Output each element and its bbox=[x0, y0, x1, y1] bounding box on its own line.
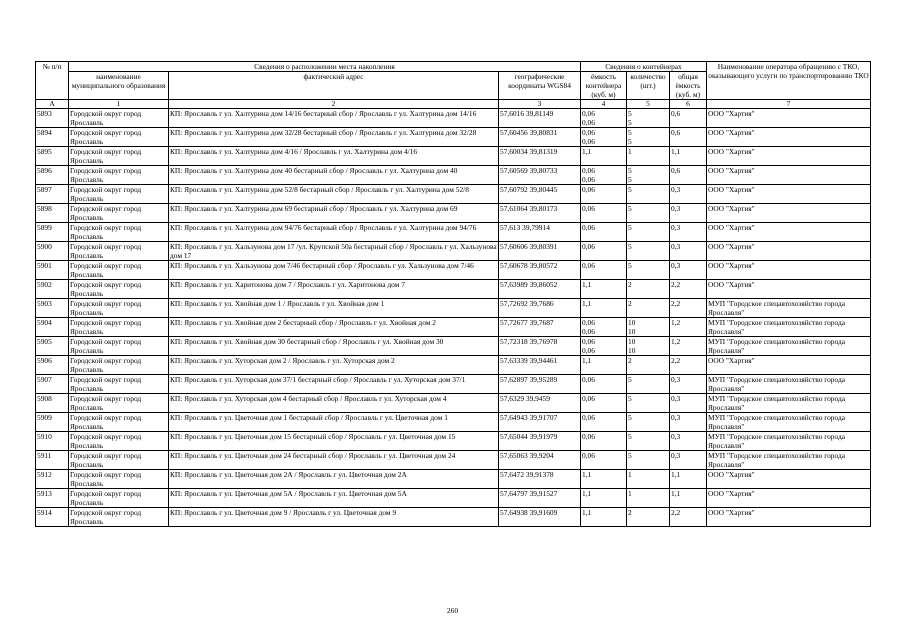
operator-cell: ООО "Хартия" bbox=[707, 166, 871, 185]
capacity-value: 1,1 bbox=[582, 280, 592, 289]
capacity-cell bbox=[581, 166, 627, 185]
capacity-cell bbox=[581, 394, 627, 413]
row-number: 5914 bbox=[36, 508, 69, 527]
row-number: 5904 bbox=[36, 318, 69, 337]
coords-cell: 57,60456 39,80831 bbox=[499, 128, 581, 147]
capacity-cell bbox=[581, 375, 627, 394]
header-num: № п/п bbox=[36, 62, 69, 100]
index-cell: 7 bbox=[707, 100, 871, 109]
capacity-value: 0,06 bbox=[582, 137, 595, 146]
total-cell: 0,6 bbox=[670, 128, 707, 147]
coords-cell: 57,64938 39,91609 bbox=[499, 508, 581, 527]
operator-cell: ООО "Хартия" bbox=[707, 109, 871, 128]
capacity-value: 1,1 bbox=[582, 299, 592, 308]
address-cell: КП: Ярославль г ул. Хуторская дом 4 бестарный сбор / Ярославль г ул. Хуторская дом 4 bbox=[169, 394, 499, 413]
address-cell: КП: Ярославль г ул. Хальзунова дом 17 /ул. Крупской 50а бестарный сбор / Ярославль г ул. Хальзунова дом 17 bbox=[170, 242, 497, 260]
quantity-cell bbox=[627, 318, 670, 337]
address-cell: КП: Ярославль г ул. Халтурина дом 32/28 бестарный сбор / Ярославль г ул. Халтурина дом 32/28 bbox=[169, 128, 499, 147]
coords-cell: 57,72692 39,7686 bbox=[499, 299, 581, 318]
quantity-value: 2 bbox=[628, 280, 632, 289]
address-cell: КП: Ярославль г ул. Халтурина дом 69 бестарный сбор / Ярославль г ул. Халтурина дом 69 bbox=[169, 204, 499, 223]
row-number: 5906 bbox=[36, 356, 69, 375]
coords-cell: 57,62897 39,95289 bbox=[499, 375, 581, 394]
table-row bbox=[36, 109, 871, 128]
capacity-value: 1,1 bbox=[582, 470, 592, 479]
table-row bbox=[36, 356, 871, 375]
coords-cell: 57,6016 39,81149 bbox=[499, 109, 581, 128]
capacity-value: 1,1 bbox=[582, 356, 592, 365]
row-number: 5897 bbox=[36, 185, 69, 204]
quantity-cell bbox=[627, 128, 670, 147]
municipality-cell: Городской округ город Ярославль bbox=[69, 451, 169, 470]
table-row bbox=[36, 508, 871, 527]
coords-cell: 57,72318 39,76978 bbox=[499, 337, 581, 356]
municipality-cell: Городской округ город Ярославль bbox=[69, 204, 169, 223]
row-number: 5911 bbox=[36, 451, 69, 470]
capacity-value: 0,06 bbox=[582, 118, 595, 127]
municipality-cell: Городской округ город Ярославль bbox=[69, 128, 169, 147]
coords-cell: 57,65044 39,91979 bbox=[499, 432, 581, 451]
row-number: 5899 bbox=[36, 223, 69, 242]
capacity-value: 0,06 bbox=[582, 166, 595, 175]
address-cell: КП: Ярославль г ул. Халтурина дом 52/8 бестарный сбор / Ярославль г ул. Халтурина дом 52/8 bbox=[169, 185, 499, 204]
address-cell: КП: Ярославль г ул. Хвойная дом 1 / Ярославль г ул. Хвойная дом 1 bbox=[169, 299, 499, 318]
quantity-value: 1 bbox=[628, 147, 632, 156]
row-number: 5896 bbox=[36, 166, 69, 185]
quantity-value: 5 bbox=[628, 375, 632, 384]
municipality-cell: Городской округ город Ярославль bbox=[69, 242, 169, 261]
header-quantity: количество (шт.) bbox=[627, 72, 670, 100]
row-number: 5912 bbox=[36, 470, 69, 489]
quantity-cell bbox=[627, 242, 670, 261]
coords-cell: 57,613 39,79914 bbox=[499, 223, 581, 242]
capacity-cell bbox=[581, 223, 627, 242]
index-cell: 3 bbox=[499, 100, 581, 109]
table-row bbox=[36, 318, 871, 337]
quantity-value: 5 bbox=[628, 223, 632, 232]
operator-cell: МУП "Городское спецавтохозяйство города Ярославля" bbox=[707, 432, 871, 451]
header-capacity: ёмкость контейнера (куб. м) bbox=[581, 72, 627, 100]
address-cell: КП: Ярославль г ул. Хальзунова дом 7/46 бестарный сбор / Ярославль г ул. Хальзунова дом 7/46 bbox=[169, 261, 499, 280]
header-coords: географические координаты WGS84 bbox=[499, 72, 581, 100]
capacity-value: 0,06 bbox=[582, 242, 595, 251]
coords-cell: 57,64943 39,91707 bbox=[499, 413, 581, 432]
total-cell: 2,2 bbox=[670, 280, 707, 299]
table-row bbox=[36, 261, 871, 280]
capacity-value: 0,06 bbox=[582, 318, 595, 327]
table-row bbox=[36, 451, 871, 470]
coords-cell: 57,6472 39,91378 bbox=[499, 470, 581, 489]
index-cell: А bbox=[36, 100, 69, 109]
capacity-cell bbox=[581, 508, 627, 527]
address-cell: КП: Ярославль г ул. Хуторская дом 37/1 бестарный сбор / Ярославль г ул. Хуторская дом 37/1 bbox=[169, 375, 499, 394]
capacity-cell bbox=[581, 128, 627, 147]
address-cell: КП: Ярославль г ул. Хвойная дом 30 бестарный сбор / Ярославль г ул. Хвойная дом 30 bbox=[169, 337, 499, 356]
quantity-cell bbox=[627, 394, 670, 413]
address-cell: КП: Ярославль г ул. Цветочная дом 24 бестарный сбор / Ярославль г ул. Цветочная дом 24 bbox=[169, 451, 499, 470]
waste-sites-table bbox=[35, 61, 871, 527]
coords-cell: 57,6329 39,9459 bbox=[499, 394, 581, 413]
coords-cell: 57,60678 39,80572 bbox=[499, 261, 581, 280]
table-row bbox=[36, 185, 871, 204]
operator-cell: ООО "Хартия" bbox=[707, 147, 871, 166]
address-cell: КП: Ярославль г ул. Цветочная дом 9 / Ярославль г ул. Цветочная дом 9 bbox=[169, 508, 499, 527]
row-number: 5895 bbox=[36, 147, 69, 166]
row-number: 5907 bbox=[36, 375, 69, 394]
capacity-cell bbox=[581, 337, 627, 356]
capacity-cell bbox=[581, 489, 627, 508]
municipality-cell: Городской округ город Ярославль bbox=[69, 489, 169, 508]
total-cell: 2,2 bbox=[670, 299, 707, 318]
table-row bbox=[36, 280, 871, 299]
municipality-cell: Городской округ город Ярославль bbox=[69, 470, 169, 489]
index-cell: 2 bbox=[169, 100, 499, 109]
municipality-cell: Городской округ город Ярославль bbox=[69, 337, 169, 356]
row-number: 5901 bbox=[36, 261, 69, 280]
row-number: 5908 bbox=[36, 394, 69, 413]
operator-cell: МУП "Городское спецавтохозяйство города Ярославля" bbox=[707, 299, 871, 318]
capacity-value: 0,06 bbox=[582, 261, 595, 270]
operator-cell: ООО "Хартия" bbox=[707, 508, 871, 527]
table-row bbox=[36, 413, 871, 432]
table-row bbox=[36, 394, 871, 413]
quantity-cell bbox=[627, 261, 670, 280]
capacity-cell bbox=[581, 204, 627, 223]
quantity-cell bbox=[627, 489, 670, 508]
quantity-value: 5 bbox=[628, 109, 632, 118]
municipality-cell: Городской округ город Ярославль bbox=[69, 394, 169, 413]
total-cell: 0,6 bbox=[670, 109, 707, 128]
quantity-value: 5 bbox=[628, 128, 632, 137]
coords-cell: 57,63989 39,86052 bbox=[499, 280, 581, 299]
total-cell: 1,1 bbox=[670, 147, 707, 166]
capacity-value: 0,06 bbox=[582, 109, 595, 118]
quantity-value: 5 bbox=[628, 394, 632, 403]
header-total: общая ёмкость (куб. м) bbox=[670, 72, 707, 100]
quantity-value: 10 bbox=[628, 318, 636, 327]
municipality-cell: Городской округ город Ярославль bbox=[69, 508, 169, 527]
quantity-value: 5 bbox=[628, 185, 632, 194]
table-row bbox=[36, 128, 871, 147]
total-cell: 0,3 bbox=[670, 204, 707, 223]
municipality-cell: Городской округ город Ярославль bbox=[69, 280, 169, 299]
quantity-value: 10 bbox=[628, 327, 636, 336]
quantity-cell bbox=[627, 299, 670, 318]
address-cell: КП: Ярославль г ул. Цветочная дом 15 бестарный сбор / Ярославль г ул. Цветочная дом 15 bbox=[169, 432, 499, 451]
address-cell: КП: Ярославль г ул. Хвойная дом 2 бестарный сбор / Ярославль г ул. Хвойная дом 2 bbox=[169, 318, 499, 337]
quantity-cell bbox=[627, 166, 670, 185]
municipality-cell: Городской округ город Ярославль bbox=[69, 318, 169, 337]
index-cell: 4 bbox=[581, 100, 627, 109]
capacity-value: 0,06 bbox=[582, 451, 595, 460]
coords-cell: 57,60569 39,80733 bbox=[499, 166, 581, 185]
total-cell: 0,6 bbox=[670, 166, 707, 185]
total-cell: 0,3 bbox=[670, 261, 707, 280]
municipality-cell: Городской округ город Ярославль bbox=[69, 166, 169, 185]
quantity-cell bbox=[627, 451, 670, 470]
capacity-value: 0,06 bbox=[582, 327, 595, 336]
quantity-cell bbox=[627, 109, 670, 128]
row-number: 5910 bbox=[36, 432, 69, 451]
table-row bbox=[36, 375, 871, 394]
capacity-value: 0,06 bbox=[582, 413, 595, 422]
quantity-cell bbox=[627, 470, 670, 489]
quantity-value: 10 bbox=[628, 346, 636, 355]
header-operator: Наименование оператора обращению с ТКО, оказывающего услуги по транспортированию ТКО bbox=[707, 62, 871, 100]
capacity-cell bbox=[581, 109, 627, 128]
quantity-cell bbox=[627, 413, 670, 432]
capacity-value: 1,1 bbox=[582, 508, 592, 517]
coords-cell: 57,64797 39,91527 bbox=[499, 489, 581, 508]
quantity-value: 5 bbox=[628, 175, 632, 184]
total-cell: 1,1 bbox=[670, 470, 707, 489]
table-row bbox=[36, 432, 871, 451]
table-row bbox=[36, 299, 871, 318]
capacity-value: 0,06 bbox=[582, 346, 595, 355]
capacity-cell bbox=[581, 280, 627, 299]
capacity-value: 0,06 bbox=[582, 175, 595, 184]
total-cell: 0,3 bbox=[670, 394, 707, 413]
address-cell: КП: Ярославль г ул. Цветочная дом 2А / Ярославль г ул. Цветочная дом 2А bbox=[169, 470, 499, 489]
capacity-cell bbox=[581, 147, 627, 166]
index-cell: 1 bbox=[69, 100, 169, 109]
operator-cell: ООО "Хартия" bbox=[707, 185, 871, 204]
header-row-top bbox=[36, 62, 871, 72]
capacity-value: 0,06 bbox=[582, 394, 595, 403]
capacity-cell bbox=[581, 413, 627, 432]
capacity-value: 0,06 bbox=[582, 432, 595, 441]
operator-cell: ООО "Хартия" bbox=[707, 470, 871, 489]
page-number: 260 bbox=[446, 606, 459, 615]
registry-table-container bbox=[35, 61, 871, 527]
capacity-cell bbox=[581, 299, 627, 318]
table-row bbox=[36, 147, 871, 166]
operator-cell: ООО "Хартия" bbox=[707, 223, 871, 242]
total-cell: 0,3 bbox=[670, 413, 707, 432]
operator-cell: МУП "Городское спецавтохозяйство города Ярославля" bbox=[707, 337, 871, 356]
coords-cell: 57,63339 39,94461 bbox=[499, 356, 581, 375]
quantity-value: 5 bbox=[628, 261, 632, 270]
capacity-value: 0,06 bbox=[582, 375, 595, 384]
capacity-value: 0,06 bbox=[582, 204, 595, 213]
quantity-value: 2 bbox=[628, 508, 632, 517]
quantity-value: 5 bbox=[628, 204, 632, 213]
operator-cell: МУП "Городское спецавтохозяйство города Ярославля" bbox=[707, 394, 871, 413]
quantity-cell bbox=[627, 204, 670, 223]
coords-cell: 57,61064 39,80173 bbox=[499, 204, 581, 223]
row-number: 5900 bbox=[36, 242, 69, 261]
total-cell: 0,3 bbox=[670, 451, 707, 470]
table-row bbox=[36, 470, 871, 489]
quantity-cell bbox=[627, 508, 670, 527]
header-location-group: Сведения о расположении места накопления bbox=[69, 62, 581, 72]
quantity-cell bbox=[627, 432, 670, 451]
coords-cell: 57,72677 39,7687 bbox=[499, 318, 581, 337]
total-cell: 0,3 bbox=[670, 242, 707, 261]
quantity-value: 2 bbox=[628, 299, 632, 308]
capacity-value: 0,06 bbox=[582, 337, 595, 346]
operator-cell: ООО "Хартия" bbox=[707, 128, 871, 147]
header-address: фактический адрес bbox=[169, 72, 499, 100]
municipality-cell: Городской округ город Ярославль bbox=[69, 413, 169, 432]
address-cell: КП: Ярославль г ул. Халтурина дом 94/76 бестарный сбор / Ярославль г ул. Халтурина дом 94/76 bbox=[169, 223, 499, 242]
operator-cell: МУП "Городское спецавтохозяйство города Ярославля" bbox=[707, 318, 871, 337]
coords-cell: 57,60792 39,80445 bbox=[499, 185, 581, 204]
address-cell: КП: Ярославль г ул. Харитонова дом 7 / Ярославль г ул. Харитонова дом 7 bbox=[169, 280, 499, 299]
total-cell: 1,2 bbox=[670, 337, 707, 356]
quantity-value: 5 bbox=[628, 413, 632, 422]
quantity-cell bbox=[627, 337, 670, 356]
municipality-cell: Городской округ город Ярославль bbox=[69, 432, 169, 451]
capacity-cell bbox=[581, 318, 627, 337]
municipality-cell: Городской округ город Ярославль bbox=[69, 261, 169, 280]
table-row bbox=[36, 242, 871, 261]
address-cell: КП: Ярославль г ул. Халтурина дом 14/16 бестарный сбор / Ярославль г ул. Халтурина дом 14/16 bbox=[169, 109, 499, 128]
address-cell: КП: Ярославль г ул. Цветочная дом 5А / Ярославль г ул. Цветочная дом 5А bbox=[169, 489, 499, 508]
operator-cell: ООО "Хартия" bbox=[707, 261, 871, 280]
coords-cell: 57,65063 39,9204 bbox=[499, 451, 581, 470]
total-cell: 2,2 bbox=[670, 508, 707, 527]
quantity-value: 1 bbox=[628, 470, 632, 479]
quantity-value: 5 bbox=[628, 242, 632, 251]
municipality-cell: Городской округ город Ярославль bbox=[69, 185, 169, 204]
municipality-cell: Городской округ город Ярославль bbox=[69, 356, 169, 375]
quantity-value: 2 bbox=[628, 356, 632, 365]
operator-cell: МУП "Городское спецавтохозяйство города Ярославля" bbox=[707, 375, 871, 394]
quantity-cell bbox=[627, 147, 670, 166]
index-cell: 5 bbox=[627, 100, 670, 109]
quantity-value: 5 bbox=[628, 166, 632, 175]
address-cell: КП: Ярославль г ул. Халтурина дом 40 бестарный сбор / Ярославль г ул. Халтурина дом 40 bbox=[169, 166, 499, 185]
operator-cell: МУП "Городское спецавтохозяйство города Ярославля" bbox=[707, 451, 871, 470]
table-row bbox=[36, 489, 871, 508]
capacity-cell bbox=[581, 185, 627, 204]
capacity-cell bbox=[581, 356, 627, 375]
capacity-value: 1,1 bbox=[582, 489, 592, 498]
quantity-value: 10 bbox=[628, 337, 636, 346]
municipality-cell: Городской округ город Ярославль bbox=[69, 147, 169, 166]
table-row bbox=[36, 204, 871, 223]
row-number: 5893 bbox=[36, 109, 69, 128]
address-cell: КП: Ярославль г ул. Цветочная дом 1 бестарный сбор / Ярославль г ул. Цветочная дом 1 bbox=[169, 413, 499, 432]
row-number: 5898 bbox=[36, 204, 69, 223]
header-container-group: Сведения о контейнерах bbox=[581, 62, 707, 72]
capacity-cell bbox=[581, 451, 627, 470]
capacity-cell bbox=[581, 470, 627, 489]
operator-cell: МУП "Городское спецавтохозяйство города Ярославля" bbox=[707, 413, 871, 432]
municipality-cell: Городской округ город Ярославль bbox=[69, 223, 169, 242]
municipality-cell: Городской округ город Ярославль bbox=[69, 375, 169, 394]
capacity-value: 0,06 bbox=[582, 128, 595, 137]
coords-cell: 57,60606 39,80391 bbox=[499, 242, 581, 261]
capacity-cell bbox=[581, 432, 627, 451]
operator-cell: ООО "Хартия" bbox=[707, 356, 871, 375]
capacity-value: 0,06 bbox=[582, 185, 595, 194]
operator-cell: ООО "Хартия" bbox=[707, 204, 871, 223]
column-index-row bbox=[36, 100, 871, 109]
capacity-value: 0,06 bbox=[582, 223, 595, 232]
operator-cell: ООО "Хартия" bbox=[707, 489, 871, 508]
operator-cell: ООО "Хартия" bbox=[707, 280, 871, 299]
operator-cell: ООО "Хартия" bbox=[707, 242, 871, 261]
row-number: 5905 bbox=[36, 337, 69, 356]
header-municipality: наименование муниципального образования bbox=[69, 72, 169, 100]
total-cell: 0,3 bbox=[670, 223, 707, 242]
row-number: 5894 bbox=[36, 128, 69, 147]
total-cell: 1,1 bbox=[670, 489, 707, 508]
total-cell: 0,3 bbox=[670, 432, 707, 451]
total-cell: 1,2 bbox=[670, 318, 707, 337]
row-number: 5903 bbox=[36, 299, 69, 318]
row-number: 5913 bbox=[36, 489, 69, 508]
coords-cell: 57,60034 39,81319 bbox=[499, 147, 581, 166]
row-number: 5902 bbox=[36, 280, 69, 299]
quantity-cell bbox=[627, 375, 670, 394]
table-row bbox=[36, 166, 871, 185]
quantity-cell bbox=[627, 280, 670, 299]
total-cell: 0,3 bbox=[670, 375, 707, 394]
quantity-value: 5 bbox=[628, 432, 632, 441]
quantity-cell bbox=[627, 223, 670, 242]
quantity-cell bbox=[627, 185, 670, 204]
address-cell: КП: Ярославль г ул. Хуторская дом 2 / Ярославль г ул. Хуторская дом 2 bbox=[169, 356, 499, 375]
quantity-value: 5 bbox=[628, 451, 632, 460]
quantity-value: 1 bbox=[628, 489, 632, 498]
municipality-cell: Городской округ город Ярославль bbox=[69, 109, 169, 128]
table-row bbox=[36, 337, 871, 356]
capacity-cell bbox=[581, 242, 627, 261]
table-row bbox=[36, 223, 871, 242]
capacity-value: 1,1 bbox=[582, 147, 592, 156]
index-cell: 6 bbox=[670, 100, 707, 109]
total-cell: 2,2 bbox=[670, 356, 707, 375]
address-cell: КП: Ярославль г ул. Халтурина дом 4/16 / Ярославль г ул. Халтурина дом 4/16 bbox=[169, 147, 499, 166]
quantity-value: 5 bbox=[628, 118, 632, 127]
quantity-value: 5 bbox=[628, 137, 632, 146]
total-cell: 0,3 bbox=[670, 185, 707, 204]
municipality-cell: Городской округ город Ярославль bbox=[69, 299, 169, 318]
quantity-cell bbox=[627, 356, 670, 375]
row-number: 5909 bbox=[36, 413, 69, 432]
capacity-cell bbox=[581, 261, 627, 280]
